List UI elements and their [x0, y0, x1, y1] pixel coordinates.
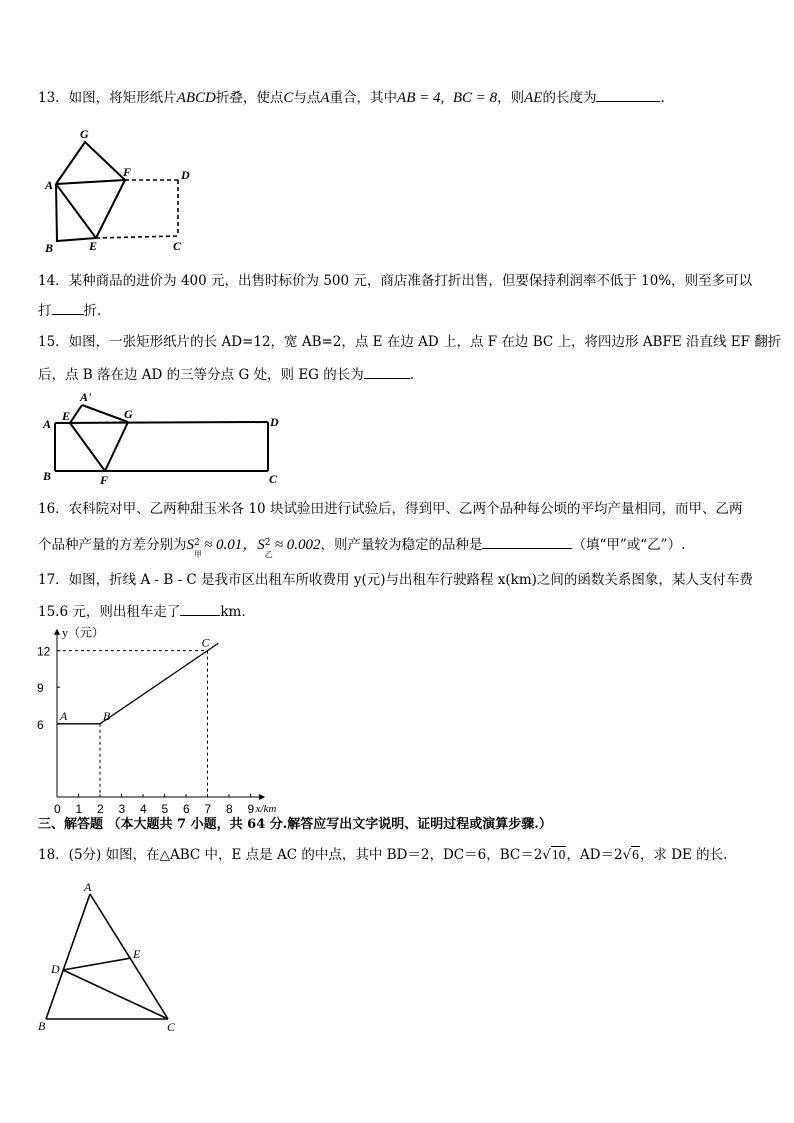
- q15-line2a: 后，点 B 落在边 AD 的三等分点 G 处，则 EG 的长为: [38, 367, 364, 383]
- x-tick-label: 2: [97, 802, 104, 816]
- q18-prefix: 18．(5分) 如图，在△ABC 中，E 点是 AC 的中点，其中 BD＝2，DC＝6，BC＝2: [38, 847, 543, 863]
- q13-bc: BC = 8: [452, 90, 498, 106]
- q13-ae: AE: [524, 90, 543, 106]
- q16-v2: ≈ 0.002: [274, 537, 321, 553]
- x-tick-label: 4: [140, 802, 147, 816]
- q13-mid1: 折叠，使点: [215, 90, 284, 106]
- y-tick-label: 12: [37, 644, 51, 659]
- q13-suffix: 的长度为: [542, 90, 597, 106]
- q13-text: [38, 87, 758, 108]
- q16-v1: ≈ 0.01，: [204, 537, 258, 553]
- q14-line1: 14．某种商品的进价为 400 元，出售时标价为 500 元，商店准备打折出售，但要保持利润率不低于 10%，则至多可以: [38, 273, 753, 289]
- x-tick-label: 0: [54, 802, 61, 816]
- q18-label-D: D: [51, 962, 60, 976]
- point-label-a: A: [60, 708, 68, 723]
- q13-a: A: [320, 90, 330, 106]
- q16-sub-yi: 乙: [264, 549, 273, 559]
- q17-line2a: 15.6 元，则出租车走了: [38, 604, 181, 620]
- q18-text: [38, 845, 758, 865]
- q15-label-B: B: [43, 469, 52, 483]
- q13-end: .: [660, 90, 665, 106]
- q14-line2b: 折．: [83, 303, 111, 319]
- q13-label-C: C: [173, 239, 182, 253]
- x-tick-label: 8: [226, 802, 233, 816]
- q15-label-D: D: [270, 415, 279, 429]
- q13-figure: [40, 126, 200, 254]
- q16-answer-blank[interactable]: [482, 534, 572, 549]
- section-3-heading: 三、解答题 （本大题共 7 小题，共 64 分.解答应写出文字说明、证明过程或演算步骤.）: [38, 817, 552, 832]
- q16-s-yi: S: [257, 537, 265, 553]
- q17-answer-blank[interactable]: [180, 601, 220, 616]
- x-tick-label: 6: [183, 802, 190, 816]
- q13-mid2: 与点: [293, 90, 321, 106]
- q17-line2: [38, 601, 758, 622]
- q15-label-E: E: [62, 409, 71, 423]
- x-tick-label: 1: [75, 802, 83, 816]
- q16-s-jia: S: [186, 537, 194, 553]
- q15-figure: [40, 390, 290, 486]
- q13-label-E: E: [89, 239, 98, 253]
- q16-sq-yi: 2: [264, 537, 271, 548]
- q13-rect: ABCD: [176, 90, 216, 106]
- q18-radicand2: 6: [632, 847, 639, 862]
- q18-radicand1: 10: [551, 847, 566, 862]
- y-tick-label: 9: [37, 681, 44, 696]
- q14-answer-blank[interactable]: [52, 300, 84, 315]
- q16-line2: [38, 534, 758, 559]
- q14-line2: [38, 300, 758, 321]
- q13-label-G: G: [80, 127, 89, 141]
- q15-answer-blank[interactable]: [364, 364, 410, 379]
- x-tick-label: 3: [118, 802, 126, 816]
- point-label-c: C: [201, 635, 210, 650]
- q13-prefix: 13．如图，将矩形纸片: [38, 90, 177, 106]
- q16-sq-jia: 2: [194, 537, 200, 548]
- q16-line2c: （填“甲”或“乙”）.: [572, 537, 686, 553]
- q16-sub-jia: 甲: [194, 549, 202, 559]
- q13-c: C: [283, 90, 294, 106]
- q18-mid: ，AD＝2: [566, 847, 623, 863]
- q16-line2b: ，则产量较为稳定的品种是: [320, 537, 483, 553]
- q13-ab: AB = 4,: [397, 90, 445, 106]
- x-axis-label: x/km: [255, 803, 277, 815]
- x-tick-label: 9: [247, 802, 255, 816]
- q13-answer-blank[interactable]: [596, 87, 660, 102]
- q15-label-F: F: [100, 473, 109, 487]
- q14-line2a: 打: [38, 303, 52, 319]
- q13-mid4: ，则: [497, 90, 525, 106]
- y-tick-label: 6: [37, 717, 44, 732]
- q18-label-B: B: [38, 1019, 46, 1033]
- q18-label-E: E: [133, 947, 141, 961]
- series-line-abc: [57, 643, 218, 724]
- q16-line1: 16．农科院对甲、乙两种甜玉米各 10 块试验田进行试验后，得到甲、乙两个品种每公顷的平均产量相同，而甲、乙两: [38, 501, 743, 517]
- q15-line1: 15．如图，一张矩形纸片的长 AD=12，宽 AB=2，点 E 在边 AD 上，点 F 在边 BC 上，将四边形 ABFE 沿直线 EF 翻折: [38, 334, 782, 350]
- q15-line2: [38, 364, 758, 385]
- q13-label-F: F: [123, 165, 132, 179]
- y-axis-label: y（元）: [62, 625, 105, 640]
- x-tick-label: 5: [161, 802, 169, 816]
- q15-label-C: C: [269, 472, 278, 486]
- q18-sqrt2: √6: [622, 847, 639, 863]
- q13-label-B: B: [45, 241, 54, 255]
- q15-label-A: A: [43, 417, 52, 431]
- q13-label-A: A: [45, 178, 54, 192]
- q18-sqrt1: √10: [542, 847, 566, 863]
- q18-figure: [34, 880, 194, 1040]
- q17-line1: 17．如图，折线 A - B - C 是我市区出租车所收费用 y(元)与出租车行驶路程 x(km)之间的函数关系图象，某人支付车费: [38, 572, 753, 588]
- q15-label-A1: A': [80, 390, 92, 404]
- x-axis-arrow: [259, 794, 265, 800]
- q15-line2b: .: [409, 367, 415, 383]
- q13-mid3: 重合，其中: [329, 90, 398, 106]
- y-axis-arrow: [54, 629, 60, 635]
- x-tick-label: 7: [204, 802, 212, 816]
- q18-suffix: ，求 DE 的长.: [639, 847, 728, 863]
- q15-label-G: G: [124, 407, 133, 421]
- q17-chart: [30, 625, 300, 816]
- q18-label-C: C: [167, 1020, 176, 1034]
- q16-line2a: 个品种产量的方差分别为: [38, 537, 187, 553]
- q13-label-D: D: [181, 168, 190, 182]
- q18-label-A: A: [84, 880, 92, 894]
- q17-line2b: km．: [220, 604, 255, 620]
- point-label-b: B: [103, 708, 111, 723]
